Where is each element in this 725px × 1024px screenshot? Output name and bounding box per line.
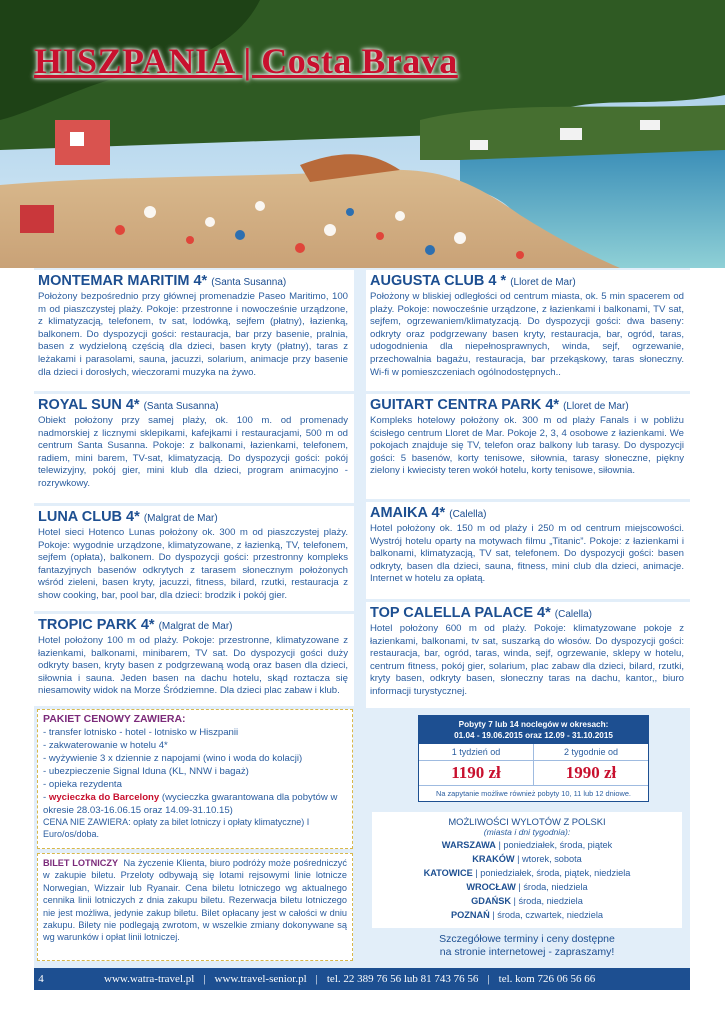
- package-list: [43, 726, 347, 817]
- departure-city: WROCŁAW: [466, 882, 516, 892]
- hotel-name: GUITART CENTRA PARK 4*: [370, 397, 560, 413]
- hotel-title: [370, 605, 684, 623]
- departures-box: [372, 812, 682, 928]
- hotel-card-montemar: [34, 270, 354, 391]
- phone-numbers: tel. 22 389 76 56 lub 81 743 76 56: [326, 973, 479, 985]
- hotel-card-royal-sun: [34, 394, 354, 503]
- hotel-name: AUGUSTA CLUB 4 *: [370, 273, 507, 289]
- price-columns: [419, 744, 648, 785]
- hotel-location: (Malgrat de Mar): [158, 621, 233, 632]
- departure-row: GDAŃSK | środa, niedziela: [471, 896, 583, 906]
- website-link-watra[interactable]: www.watra-travel.pl: [104, 973, 195, 985]
- terms-line2: na stronie internetowej - zapraszamy!: [439, 946, 615, 958]
- page-number: 4: [38, 973, 44, 985]
- price-period-line2: 01.04 - 19.06.2015 oraz 12.09 - 31.10.2015: [454, 731, 613, 740]
- hotel-card-amaika: [366, 502, 690, 599]
- terms-line1: Szczegółowe terminy i ceny dostępne: [439, 933, 615, 945]
- hotel-description: Położony bezpośrednio przy głównej promenadzie Paseo Maritimo, 100 m od piaszczystej plaży. Pokoje: przestronne i nowocześnie urządzone, z klimatyzacją, telefonem, tv sat, lodówką, sejfem (płatny), łazienką, balkonem. Do dyspozycji gości: restauracja, bar przy basenie, pralnia, basen z wydzieloną częścią dla dzieci, basen kryty (płatny), taras z leżakami i parasolami, sauna, jacuzzi, solarium, animacje przy basenie dla dzieci i dorosłych, wieczorami muzyka na żywo.: [38, 291, 348, 378]
- departure-row: POZNAŃ | środa, czwartek, niedziela: [450, 910, 603, 920]
- footer-contacts: [104, 973, 595, 985]
- excursion-text: (wycieczka gwarantowana dla pobytów w okresie 28.03-16.06.15 oraz 14.09-31.10.15): [43, 792, 338, 816]
- price-value: 1990 zł: [565, 763, 617, 782]
- terms-note: [372, 933, 682, 959]
- hotel-name: TROPIC PARK 4*: [38, 617, 155, 633]
- departure-days: poniedziałek, środa, piątek, niedziela: [480, 868, 631, 878]
- package-item: - ubezpieczenie Signal Iduna (KL, NNW i bagaż): [43, 766, 249, 777]
- package-item: - transfer lotnisko - hotel - lotnisko w Hiszpanii: [43, 727, 239, 738]
- hotel-name: ROYAL SUN 4*: [38, 397, 140, 413]
- hotel-title: [370, 397, 684, 415]
- hotel-card-luna-club: [34, 506, 354, 611]
- package-item: - opieka rezydenta: [43, 779, 122, 790]
- mobile-number: tel. kom 726 06 56 66: [498, 973, 596, 985]
- hotel-card-augusta-club: [366, 270, 690, 391]
- package-item-excursion: [43, 791, 347, 817]
- hotel-location: (Calella): [449, 509, 487, 520]
- departure-days: poniedziałek, środa, piątek: [503, 840, 613, 850]
- excursion-prefix: -: [43, 792, 49, 803]
- ticket-title: BILET LOTNICZY: [43, 858, 119, 868]
- website-link-senior[interactable]: www.travel-senior.pl: [214, 973, 307, 985]
- package-item: - zakwaterowanie w hotelu 4*: [43, 740, 168, 751]
- hotel-title: [38, 617, 348, 635]
- departure-row: WARSZAWA | poniedziałek, środa, piątek: [441, 840, 613, 850]
- hotel-card-guitart-centra-park: [366, 394, 690, 499]
- hotel-title: [38, 397, 348, 415]
- hotel-location: (Santa Susanna): [143, 401, 219, 412]
- departure-days: środa, niedziela: [518, 896, 583, 906]
- hotel-name: LUNA CLUB 4*: [38, 509, 140, 525]
- price-label: 2 tygodnie od: [534, 744, 648, 761]
- price-col-1-week: [419, 744, 534, 785]
- hotel-location: (Calella): [554, 609, 592, 620]
- departure-row: KATOWICE | poniedziałek, środa, piątek, niedziela: [423, 868, 631, 878]
- departure-city: KRAKÓW: [472, 854, 515, 864]
- hotel-location: (Malgrat de Mar): [143, 513, 218, 524]
- departures-subtitle: (miasta i dni tygodnia):: [483, 827, 571, 837]
- price-table-header: [419, 716, 648, 744]
- hero-photo: [0, 0, 725, 268]
- hotel-location: (Santa Susanna): [211, 277, 287, 288]
- hotel-description: Hotel położony ok. 150 m od plaży i 250 m od centrum miejscowości. Wystrój hotelu oparty na motywach filmu „Titanic”. Pokoje: z łazienkami i balkonami, klimatyzacją, TV sat, telefonem. Do dyspozycji gości: basen odkryty, basen dla dzieci, sauna, fitness, mini club dla dzieci, animacje. Internet w hotelu za opłatą.: [370, 523, 684, 585]
- price-note: Na zapytanie możliwe również pobyty 10, 11 lub 12 dniowe.: [419, 785, 648, 801]
- footer-separator: |: [487, 973, 490, 985]
- footer-separator: |: [315, 973, 318, 985]
- price-col-2-weeks: [534, 744, 648, 785]
- hotel-description: Hotel położony 600 m od plaży. Pokoje: klimatyzowane pokoje z łazienkami, balkonami, tv sat, suszarką do włosów. Do dyspozycji gości: restauracja, bar, ogród, taras, winda, sejf, ogrzewanie, sklepy w hotelu, centrum fitness, pokój gier, solarium, plac zabaw dla dzieci, bilard, rzutki, kryty basen, odkryty basen, słoneczny taras na dachu, kantor,, biuro informacji turystycznej.: [370, 623, 684, 697]
- departure-row: WROCŁAW | środa, niedziela: [466, 882, 588, 892]
- hotel-description: Hotel położony 100 m od plaży. Pokoje: przestronne, klimatyzowane z łazienkami, balkonami, minibarem, TV sat. Do dyspozycji gości duży odkryty basen, kryty basen z podgrzewaną wodą oraz basen dla dzieci, siłownia i sauna. Jeden basen na dachu hotelu, skąd roztacza się niesamowity widok na Morze Śródziemne. Dla dzieci plac zabaw i klub.: [38, 635, 348, 697]
- departure-row: KRAKÓW | wtorek, sobota: [472, 854, 582, 864]
- package-title: PAKIET CENOWY ZAWIERA:: [43, 713, 186, 725]
- ticket-text: Na życzenie Klienta, biuro podróży może pośredniczyć w zakupie biletu. Przeloty odbywają się lotami rejsowymi linie lotnicze Norwegian, Wizzair lub Ryanair. Cena biletu lotniczego wg aktualnego cennika linii lotniczych z dnia zakupu biletu. Rezerwacja biletu lotniczego nie jest możliwa, jedynie zakup biletu. Bilet opłacany jest w całości w dniu zakupu. Bilety nie podlegają zwrotom, w wszelkie zmiany dokonywane są wg warunków i opłat linii lotniczej.: [43, 858, 347, 943]
- hotel-card-tropic-park: [34, 614, 354, 706]
- hotel-location: (Lloret de Mar): [510, 277, 576, 288]
- price-value: 1190 zł: [451, 763, 501, 782]
- package-item: - wyżywienie 3 x dziennie z napojami (wino i woda do kolacji): [43, 753, 303, 764]
- departure-city: WARSZAWA: [441, 840, 496, 850]
- package-excluded: CENA NIE ZAWIERA: opłaty za bilet lotniczy i opłaty klimatyczne) I Euro/os/doba.: [43, 817, 310, 839]
- hotel-name: TOP CALELLA PALACE 4*: [370, 605, 551, 621]
- hotel-title: [38, 509, 348, 527]
- hotel-card-top-calella-palace: [366, 602, 690, 708]
- footer-bar: [34, 968, 690, 990]
- price-period-line1: Pobyty 7 lub 14 noclegów w okresach:: [458, 720, 609, 729]
- price-table: [418, 715, 649, 802]
- departures-title: MOŻLIWOŚCI WYLOTÓW Z POLSKI: [448, 816, 606, 827]
- hotel-description: Kompleks hotelowy położony ok. 300 m od plaży Fanals i w pobliżu ścisłego centrum Lloret de Mar. Pokoje 2, 3, 4 osobowe z łazienkami. We pokojach znajduje się TV, telefon oraz balkony lub tarasy. Do dyspozycji gości: 5 basenów, korty tenisowe, siłownia, tarasy słoneczne, piękny zielony i kwiecisty teren wokół hotelu, korty tenisowe, siłownia.: [370, 415, 684, 477]
- hotel-title: [38, 273, 348, 291]
- departure-city: KATOWICE: [423, 868, 473, 878]
- departure-days: środa, niedziela: [523, 882, 588, 892]
- hotel-description: Położony w bliskiej odległości od centrum miasta, ok. 5 min spacerem od plaży. Pokoje: nowocześnie urządzone, z łazienkami i balkonami, TV sat, sejfem, ogrzewaniem/klimatyzacją. Do dyspozycji gości: dwa baseny: odkryty oraz podgrzewany basen kryty, restauracja, bar, ogród, taras, udogodnienia dla niepełnosprawnych, winda, sejf, ogrzewanie, przechowalnia bagażu, restauracja, bar przekąskowy, taras słoneczny. Wi-fi w pomieszczeniach ogólnodostępnych..: [370, 291, 684, 378]
- hotel-title: [370, 273, 684, 291]
- hotel-description: Hotel sieci Hotenco Lunas położony ok. 300 m od piaszczystej plaży. Pokoje: wygodnie urządzone, klimatyzowane, z łazienką, TV, telefonem, sejfem (opłata), balkonem. Do dyspozycji gości: przestronny kompleks fantazyjnych basenów odkrytych z tarasem słonecznym położonych wśród zieleni, basen kryty, jacuzzi, fitness, bilard, rzutki, restauracja z show cooking, bar, pool bar, dla dzieci: brodzik i pokój gier.: [38, 527, 348, 601]
- footer-separator: |: [203, 973, 206, 985]
- hotel-title: [370, 505, 684, 523]
- page-title: HISZPANIA | Costa Brava: [34, 41, 458, 81]
- excursion-highlight: wycieczka do Barcelony: [48, 792, 160, 803]
- hotel-description: Obiekt położony przy samej plaży, ok. 100 m. od promenady nadmorskiej z licznymi sklepikami, kafejkami i restauracjami, 500 m od centrum Santa Susanna. Pokoje: z balkonami, łazienkami, telefonem, radiem, mini barem, TV-sat, klimatyzacją. Do dyspozycji gości: pokój telewizyjny, pokój gier, mini klub dla dzieci, program animacyjno - rozrywkowy.: [38, 415, 348, 489]
- hotel-name: MONTEMAR MARITIM 4*: [38, 273, 208, 289]
- departure-days: wtorek, sobota: [522, 854, 582, 864]
- package-box: [37, 709, 353, 849]
- ticket-box: [37, 853, 353, 961]
- departure-city: POZNAŃ: [450, 910, 490, 920]
- hotel-location: (Lloret de Mar): [563, 401, 629, 412]
- departure-city: GDAŃSK: [471, 896, 511, 906]
- price-label: 1 tydzień od: [419, 744, 533, 761]
- departure-days: środa, czwartek, niedziela: [497, 910, 603, 920]
- hotel-name: AMAIKA 4*: [370, 505, 446, 521]
